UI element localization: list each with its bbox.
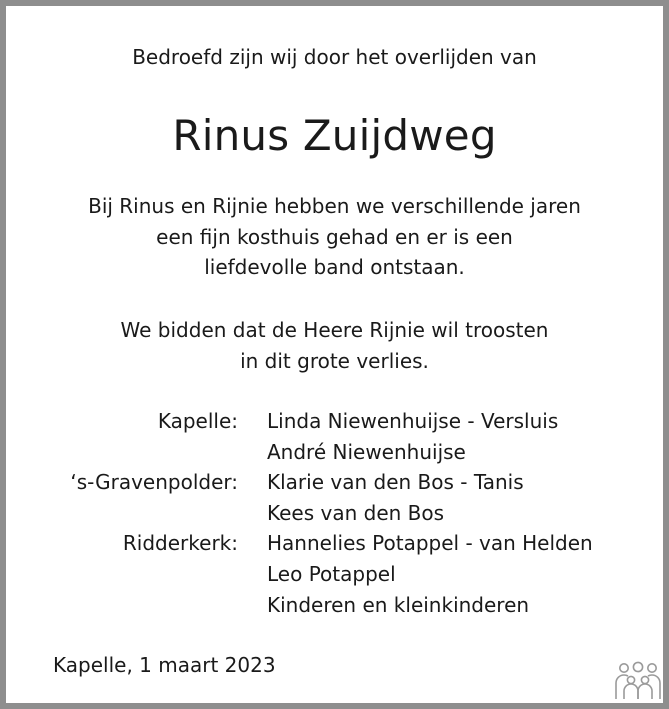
signer-person: Linda Niewenhuijse - Versluis (267, 409, 559, 433)
signer-person: Leo Potappel (267, 561, 396, 586)
signer-row (6, 498, 663, 529)
signer-person: Kinderen en kleinkinderen (267, 592, 530, 617)
paragraph-1-line: een fijn kosthuis gehad en er is een (156, 224, 513, 249)
signer-person: André Niewenhuijse (267, 439, 466, 464)
intro-text: Bedroefd zijn wij door het overlijden van (132, 45, 537, 69)
paragraph-2-line: We bidden dat de Heere Rijnie wil troosten (120, 318, 549, 342)
paragraph-2 (6, 315, 663, 376)
paragraph-1-line: liefdevolle band ontstaan. (204, 255, 465, 279)
paragraph-2-line: in dit grote verlies. (240, 348, 429, 373)
dateline: Kapelle, 1 maart 2023 (53, 653, 276, 677)
signer-row (6, 467, 663, 498)
paragraph-1-line: Bij Rinus en Rijnie hebben we verschillende jaren (88, 194, 581, 218)
paragraph-1 (6, 191, 663, 283)
signers-list (6, 406, 663, 620)
signer-row (6, 437, 663, 468)
signer-person: Klarie van den Bos - Tanis (267, 470, 524, 495)
deceased-name: Rinus Zuijdweg (172, 111, 497, 160)
signer-row (6, 590, 663, 621)
signer-person: Hannelies Potappel - van Helden (267, 531, 593, 556)
signer-row (6, 406, 663, 437)
signer-row (6, 559, 663, 590)
signer-person: Kees van den Bos (267, 500, 445, 525)
signer-place: Ridderkerk: (122, 531, 238, 556)
family-icon (612, 661, 664, 701)
signer-row (6, 528, 663, 559)
signer-place: Kapelle: (157, 409, 238, 433)
signer-place: ‘s-Gravenpolder: (70, 470, 238, 495)
